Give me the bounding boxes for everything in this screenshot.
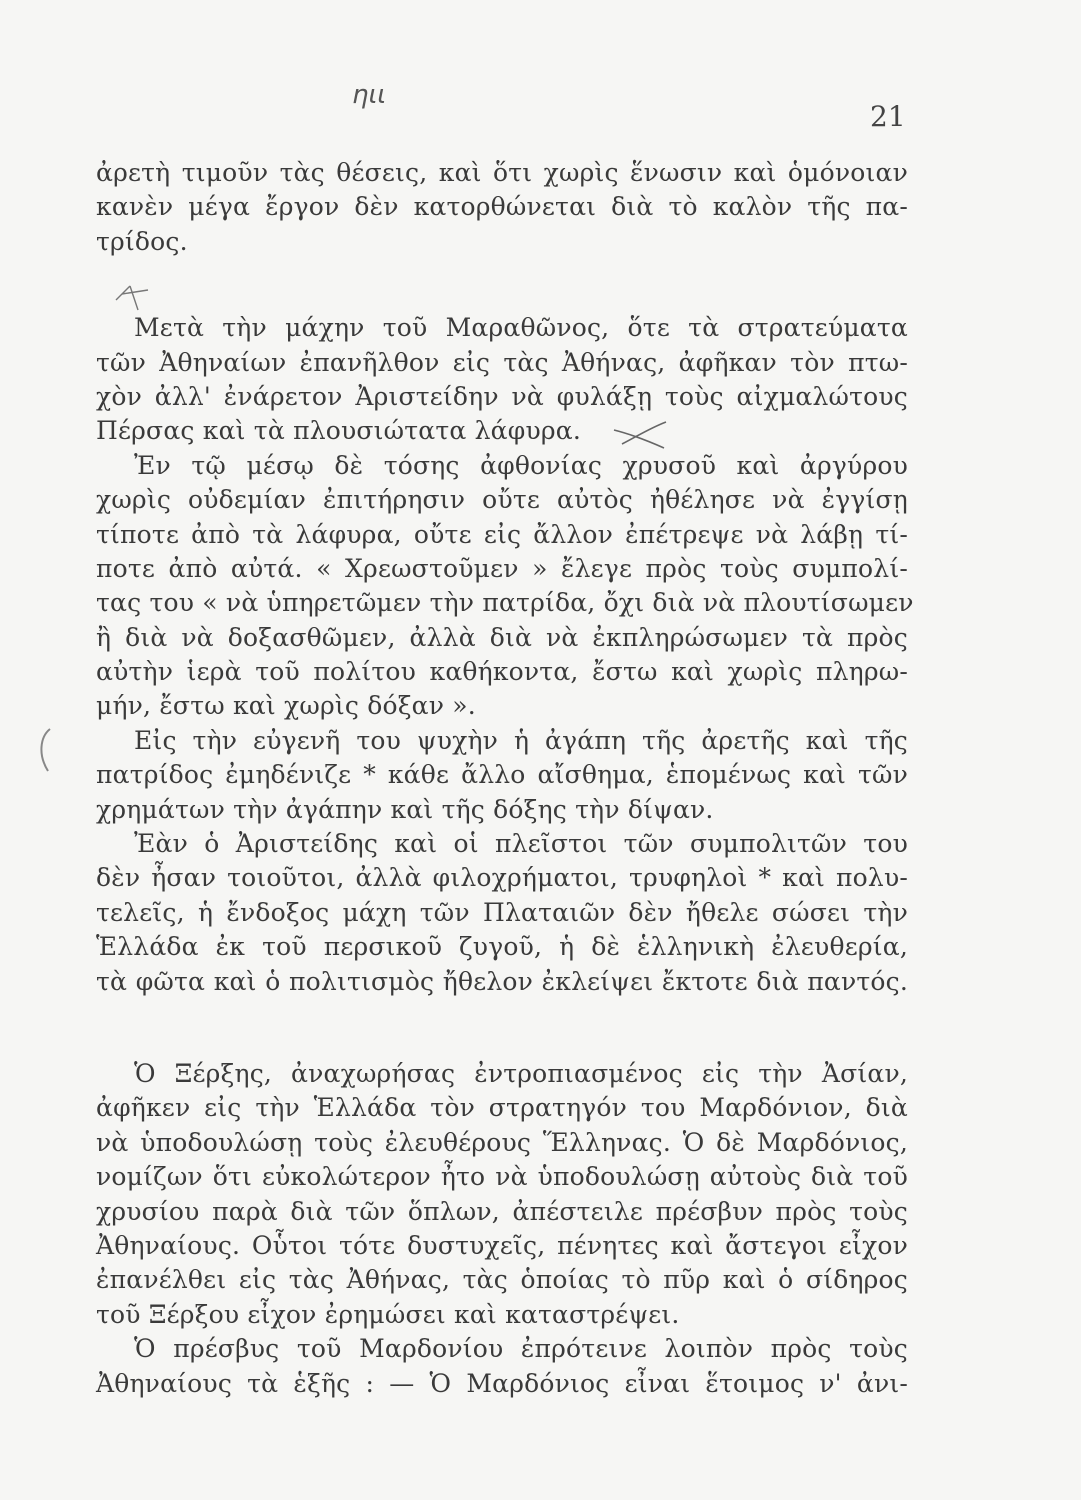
text-line: τρίδος. — [96, 226, 188, 256]
text-line: νομίζων ὅτι εὐκολώτερον ἦτο νὰ ὑποδουλώσῃ αὐτοὺς διὰ τοῦ — [96, 1162, 908, 1192]
text-line: τοῦ Ξέρξου εἶχον ἐρημώσει καὶ καταστρέψει. — [96, 1299, 680, 1329]
text-line: χωρὶς οὐδεμίαν ἐπιτήρησιν οὔτε αὐτὸς ἠθέλησε νὰ ἐγγίσῃ — [96, 485, 908, 515]
text-line: ἐπανέλθει εἰς τὰς Ἀθήνας, τὰς ὁποίας τὸ πῦρ καὶ ὁ σίδηρος — [96, 1265, 908, 1295]
text-line: Εἰς τὴν εὐγενῆ του ψυχὴν ἡ ἀγάπη τῆς ἀρετῆς καὶ τῆς — [134, 725, 908, 755]
text-line: Ὁ πρέσβυς τοῦ Μαρδονίου ἐπρότεινε λοιπὸν πρὸς τοὺς — [134, 1334, 908, 1364]
text-line: χρημάτων τὴν ἀγάπην καὶ τῆς δόξης τὴν δίψαν. — [96, 794, 714, 824]
text-line: χρυσίου παρὰ διὰ τῶν ὅπλων, ἀπέστειλε πρέσβυν πρὸς τοὺς — [96, 1196, 908, 1226]
text-line: κανὲν μέγα ἔργον δὲν κατορθώνεται διὰ τὸ καλὸν τῆς πα- — [96, 192, 908, 222]
text-line: αὐτὴν ἱερὰ τοῦ πολίτου καθήκοντα, ἔστω καὶ χωρὶς πληρω- — [96, 657, 908, 687]
text-line: Ὁ Ξέρξης, ἀναχωρήσας ἐντροπιασμένος εἰς τὴν Ἀσίαν, — [134, 1058, 908, 1088]
margin-bracket-mark — [30, 725, 54, 775]
text-line: Ἀθηναίους τὰ ἑξῆς : — Ὁ Μαρδόνιος εἶναι ἕτοιμος ν' ἀνι- — [96, 1368, 908, 1398]
text-line: Μετὰ τὴν μάχην τοῦ Μαραθῶνος, ὅτε τὰ στρατεύματα — [134, 313, 908, 343]
text-line: τῶν Ἀθηναίων ἐπανῆλθον εἰς τὰς Ἀθήνας, ἀφῆκαν τὸν πτω- — [96, 347, 908, 377]
text-line: Ἑλλάδα ἐκ τοῦ περσικοῦ ζυγοῦ, ἡ δὲ ἑλληνικὴ ἐλευθερία, — [96, 932, 908, 962]
text-line: πατρίδος ἐμηδένιζε * κάθε ἄλλο αἴσθημα, ἑπομένως καὶ τῶν — [96, 760, 908, 790]
text-line: Πέρσας καὶ τὰ πλουσιώτατα λάφυρα. — [96, 416, 581, 446]
text-line: ποτε ἀπὸ αὐτά. « Χρεωστοῦμεν » ἔλεγε πρὸς τοὺς συμπολί- — [96, 553, 908, 583]
text-line: Ἐὰν ὁ Ἀριστείδης καὶ οἱ πλεῖστοι τῶν συμπολιτῶν του — [134, 829, 908, 859]
text-line: δὲν ἦσαν τοιοῦτοι, ἀλλὰ φιλοχρήματοι, τρυφηλοὶ * καὶ πολυ- — [96, 863, 908, 893]
text-line: τελεῖς, ἡ ἔνδοξος μάχη τῶν Πλαταιῶν δὲν ἤθελε σώσει τὴν — [96, 897, 908, 927]
handwritten-annotation: ηιι — [352, 80, 387, 110]
text-line: τὰ φῶτα καὶ ὁ πολιτισμὸς ἤθελον ἐκλείψει ἔκτοτε διὰ παντός. — [96, 966, 908, 996]
text-line: ἀφῆκεν εἰς τὴν Ἑλλάδα τὸν στρατηγόν του Μαρδόνιον, διὰ — [96, 1093, 908, 1123]
text-line: ἢ διὰ νὰ δοξασθῶμεν, ἀλλὰ διὰ νὰ ἐκπληρώσωμεν τὰ πρὸς — [96, 622, 908, 652]
page-number: 21 — [870, 100, 906, 133]
text-line: τίποτε ἀπὸ τὰ λάφυρα, οὔτε εἰς ἄλλον ἐπέτρεψε νὰ λάβῃ τί- — [96, 519, 908, 549]
text-line: Ἀθηναίους. Οὗτοι τότε δυστυχεῖς, πένητες καὶ ἄστεγοι εἶχον — [96, 1230, 908, 1260]
text-line: Ἐν τῷ μέσῳ δὲ τόσης ἀφθονίας χρυσοῦ καὶ ἀργύρου — [134, 450, 908, 480]
text-line: μήν, ἔστω καὶ χωρὶς δόξαν ». — [96, 691, 476, 721]
text-line: νὰ ὑποδουλώσῃ τοὺς ἐλευθέρους Ἕλληνας. Ὁ δὲ Μαρδόνιος, — [96, 1127, 908, 1157]
body-text — [96, 156, 914, 1401]
text-line: ἀρετὴ τιμοῦν τὰς θέσεις, καὶ ὅτι χωρὶς ἕνωσιν καὶ ὁμόνοιαν — [96, 158, 908, 187]
text-line: χὸν ἀλλ' ἐνάρετον Ἀριστείδην νὰ φυλάξῃ τοὺς αἰχμαλώτους — [96, 381, 908, 411]
text-line: τας του « νὰ ὑπηρετῶμεν τὴν πατρίδα, ὄχι διὰ νὰ πλουτίσωμεν — [96, 588, 914, 618]
